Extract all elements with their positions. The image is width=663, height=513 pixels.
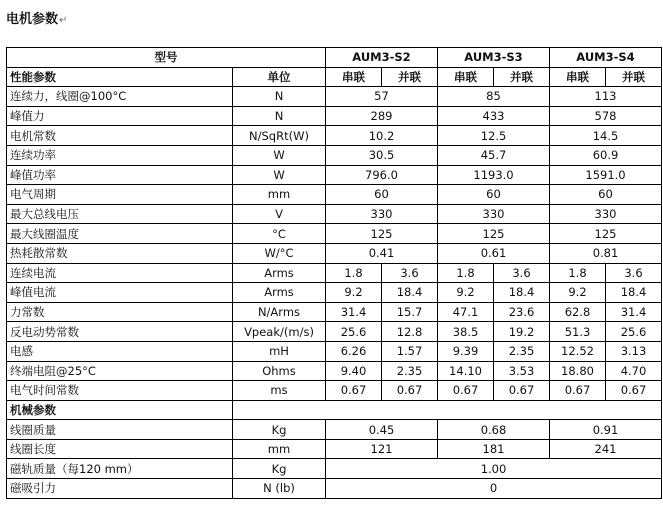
param-value: 181 xyxy=(438,439,550,459)
param-value: 25.6 xyxy=(326,322,382,342)
param-label: 力常数 xyxy=(7,302,233,322)
param-label: 终端电阻@25°C xyxy=(7,361,233,381)
param-unit: Arms xyxy=(233,283,326,303)
param-value: 0.45 xyxy=(326,420,438,440)
param-label: 电气周期 xyxy=(7,185,233,205)
param-label: 热耗散常数 xyxy=(7,243,233,263)
page-title-text: 电机参数 xyxy=(6,12,59,27)
parallel-header-cell: 并联 xyxy=(382,67,438,87)
param-value: 10.2 xyxy=(326,126,438,146)
param-value: 31.4 xyxy=(326,302,382,322)
param-value: 60 xyxy=(326,185,438,205)
param-value: 1.8 xyxy=(550,263,606,283)
param-unit: mm xyxy=(233,185,326,205)
split-rows-body xyxy=(7,263,662,400)
param-label: 最大线圈温度 xyxy=(7,224,233,244)
param-value: 9.39 xyxy=(438,341,494,361)
param-value: 62.8 xyxy=(550,302,606,322)
parallel-header-cell: 并联 xyxy=(494,67,550,87)
param-value: 47.1 xyxy=(438,302,494,322)
param-value: 0.61 xyxy=(438,243,550,263)
param-value: 12.52 xyxy=(550,341,606,361)
param-value: 3.53 xyxy=(494,361,550,381)
param-value: 0.67 xyxy=(382,381,438,401)
param-value: 12.8 xyxy=(382,322,438,342)
param-value: 23.6 xyxy=(494,302,550,322)
param-value: 125 xyxy=(550,224,662,244)
param-value: 3.13 xyxy=(606,341,662,361)
param-label: 电气时间常数 xyxy=(7,381,233,401)
param-label: 线圈长度 xyxy=(7,439,233,459)
param-unit: mm xyxy=(233,439,326,459)
param-label: 峰值力 xyxy=(7,106,233,126)
param-value: 3.6 xyxy=(494,263,550,283)
param-value: 0 xyxy=(326,479,662,499)
param-label: 磁轨质量（每120 mm） xyxy=(7,459,233,479)
model-header-cell: AUM3-S4 xyxy=(550,48,662,68)
param-label: 最大总线电压 xyxy=(7,204,233,224)
param-value: 57 xyxy=(326,87,438,107)
spec-row xyxy=(7,439,662,459)
param-value: 0.41 xyxy=(326,243,438,263)
param-value: 6.26 xyxy=(326,341,382,361)
param-value: 9.2 xyxy=(550,283,606,303)
param-value: 330 xyxy=(438,204,550,224)
param-unit: V xyxy=(233,204,326,224)
unit-header-cell: 单位 xyxy=(233,67,326,87)
param-value: 38.5 xyxy=(438,322,494,342)
param-value: 18.4 xyxy=(494,283,550,303)
param-unit: N (lb) xyxy=(233,479,326,499)
merged-rows-body xyxy=(7,87,662,263)
param-value: 433 xyxy=(438,106,550,126)
param-label: 连续电流 xyxy=(7,263,233,283)
param-value: 1.8 xyxy=(326,263,382,283)
param-value: 18.80 xyxy=(550,361,606,381)
param-value: 14.5 xyxy=(550,126,662,146)
param-value: 0.67 xyxy=(494,381,550,401)
param-unit: W xyxy=(233,145,326,165)
spec-row xyxy=(7,302,662,322)
param-unit: Arms xyxy=(233,263,326,283)
series-header-cell: 串联 xyxy=(326,67,382,87)
param-value: 125 xyxy=(326,224,438,244)
param-label: 连续力，线圈@100°C xyxy=(7,87,233,107)
param-unit: W/°C xyxy=(233,243,326,263)
model-label-cell: 型号 xyxy=(7,48,326,68)
param-value: 1591.0 xyxy=(550,165,662,185)
param-value: 1.57 xyxy=(382,341,438,361)
spec-row xyxy=(7,87,662,107)
param-value: 1.00 xyxy=(326,459,662,479)
param-label: 峰值功率 xyxy=(7,165,233,185)
param-value: 578 xyxy=(550,106,662,126)
param-value: 4.70 xyxy=(606,361,662,381)
param-value: 241 xyxy=(550,439,662,459)
param-value: 14.10 xyxy=(438,361,494,381)
param-unit: N/SqRt(W) xyxy=(233,126,326,146)
param-value: 3.6 xyxy=(606,263,662,283)
parallel-header-cell: 并联 xyxy=(606,67,662,87)
param-value: 9.2 xyxy=(326,283,382,303)
spec-row xyxy=(7,361,662,381)
param-value: 51.3 xyxy=(550,322,606,342)
param-value: 9.2 xyxy=(438,283,494,303)
param-unit: Kg xyxy=(233,420,326,440)
full-rows-body xyxy=(7,459,662,498)
model-header-cell: AUM3-S2 xyxy=(326,48,438,68)
spec-row xyxy=(7,185,662,205)
param-label: 线圈质量 xyxy=(7,420,233,440)
param-unit: mH xyxy=(233,341,326,361)
param-value: 0.67 xyxy=(550,381,606,401)
perf-header-row xyxy=(7,67,662,87)
param-unit: N/Arms xyxy=(233,302,326,322)
param-value: 9.40 xyxy=(326,361,382,381)
model-header-row xyxy=(7,48,662,68)
param-value: 30.5 xyxy=(326,145,438,165)
param-label: 电机常数 xyxy=(7,126,233,146)
param-unit: Kg xyxy=(233,459,326,479)
spec-row xyxy=(7,243,662,263)
param-unit: Ohms xyxy=(233,361,326,381)
spec-row xyxy=(7,341,662,361)
param-value: 1.8 xyxy=(438,263,494,283)
param-value: 60.9 xyxy=(550,145,662,165)
mech-section-label: 机械参数 xyxy=(7,400,233,420)
spec-row xyxy=(7,479,662,499)
spec-row xyxy=(7,126,662,146)
mech-rows-body xyxy=(7,420,662,459)
param-value: 2.35 xyxy=(382,361,438,381)
model-header-cell: AUM3-S3 xyxy=(438,48,550,68)
param-value: 1193.0 xyxy=(438,165,550,185)
param-value: 3.6 xyxy=(382,263,438,283)
param-value: 0.67 xyxy=(606,381,662,401)
param-unit: °C xyxy=(233,224,326,244)
param-label: 峰值电流 xyxy=(7,283,233,303)
param-value: 113 xyxy=(550,87,662,107)
param-value: 60 xyxy=(550,185,662,205)
param-value: 330 xyxy=(326,204,438,224)
param-value: 12.5 xyxy=(438,126,550,146)
param-unit: ms xyxy=(233,381,326,401)
param-value: 31.4 xyxy=(606,302,662,322)
param-value: 15.7 xyxy=(382,302,438,322)
perf-section-label: 性能参数 xyxy=(7,67,233,87)
param-value: 289 xyxy=(326,106,438,126)
param-value: 0.67 xyxy=(438,381,494,401)
spec-row xyxy=(7,322,662,342)
spec-row xyxy=(7,165,662,185)
param-value: 796.0 xyxy=(326,165,438,185)
param-value: 45.7 xyxy=(438,145,550,165)
param-unit: N xyxy=(233,106,326,126)
param-unit: N xyxy=(233,87,326,107)
param-label: 磁吸引力 xyxy=(7,479,233,499)
spec-row xyxy=(7,420,662,440)
param-label: 反电动势常数 xyxy=(7,322,233,342)
param-value: 125 xyxy=(438,224,550,244)
spec-row xyxy=(7,224,662,244)
param-value: 121 xyxy=(326,439,438,459)
spec-row xyxy=(7,145,662,165)
param-value: 0.68 xyxy=(438,420,550,440)
spec-row xyxy=(7,381,662,401)
param-value: 0.91 xyxy=(550,420,662,440)
spec-row xyxy=(7,283,662,303)
mech-section-filler xyxy=(233,400,662,420)
paragraph-mark-icon: ↵ xyxy=(59,15,68,26)
series-header-cell: 串联 xyxy=(550,67,606,87)
param-value: 18.4 xyxy=(382,283,438,303)
mech-section-row xyxy=(7,400,662,420)
param-value: 0.81 xyxy=(550,243,662,263)
param-value: 2.35 xyxy=(494,341,550,361)
spec-row xyxy=(7,263,662,283)
spec-row xyxy=(7,106,662,126)
param-value: 85 xyxy=(438,87,550,107)
param-value: 0.67 xyxy=(326,381,382,401)
param-value: 60 xyxy=(438,185,550,205)
spec-row xyxy=(7,204,662,224)
param-unit: Vpeak/(m/s) xyxy=(233,322,326,342)
series-header-cell: 串联 xyxy=(438,67,494,87)
param-value: 19.2 xyxy=(494,322,550,342)
motor-spec-table xyxy=(6,47,662,499)
param-unit: W xyxy=(233,165,326,185)
param-label: 电感 xyxy=(7,341,233,361)
page-title xyxy=(6,8,67,27)
param-value: 330 xyxy=(550,204,662,224)
param-label: 连续功率 xyxy=(7,145,233,165)
param-value: 18.4 xyxy=(606,283,662,303)
param-value: 25.6 xyxy=(606,322,662,342)
spec-row xyxy=(7,459,662,479)
